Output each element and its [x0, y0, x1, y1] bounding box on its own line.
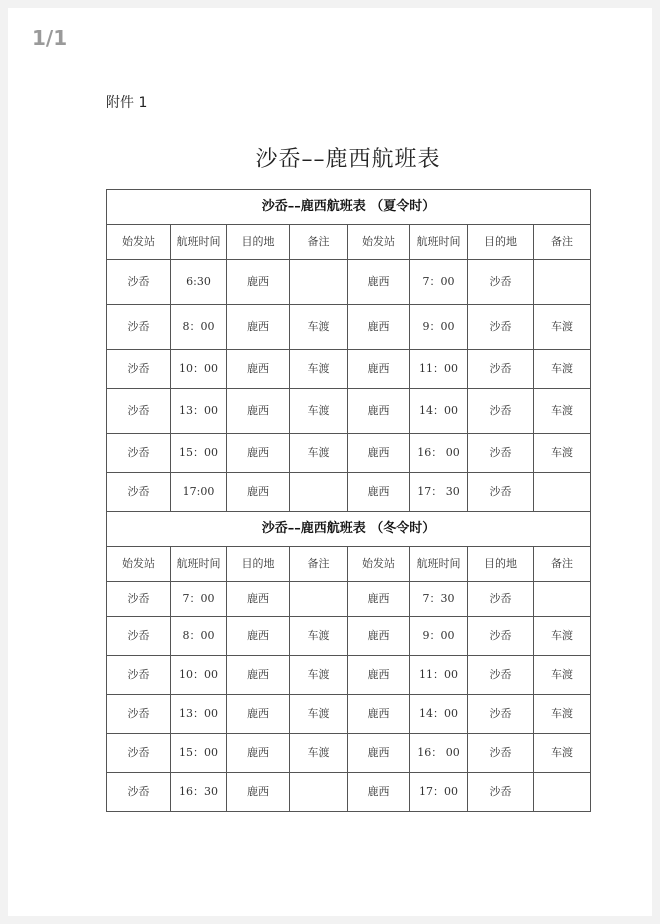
table-cell: 鹿西: [348, 695, 410, 734]
table-cell: 9：00: [410, 617, 468, 656]
table-cell: 沙岙: [107, 389, 171, 434]
table-cell: 11：00: [410, 350, 468, 389]
table-cell: 车渡: [534, 350, 591, 389]
table-cell: [290, 582, 348, 617]
table-cell: 鹿西: [348, 434, 410, 473]
table-cell: 车渡: [534, 656, 591, 695]
table-cell: 沙岙: [107, 656, 171, 695]
table-cell: 15：00: [171, 434, 227, 473]
column-header: 备注: [534, 547, 591, 582]
column-header: 目的地: [227, 547, 290, 582]
table-cell: 鹿西: [227, 389, 290, 434]
winter-table-title: 沙岙––鹿西航班表 （冬令时）: [107, 512, 591, 547]
table-cell: 7：30: [410, 582, 468, 617]
table-cell: 沙岙: [107, 260, 171, 305]
table-cell: 鹿西: [227, 305, 290, 350]
table-cell: 11：00: [410, 656, 468, 695]
table-cell: 沙岙: [468, 734, 534, 773]
table-cell: 沙岙: [107, 695, 171, 734]
table-cell: 15：00: [171, 734, 227, 773]
table-cell: 车渡: [290, 617, 348, 656]
attachment-label: 附件 1: [106, 95, 148, 111]
table-cell: [290, 473, 348, 512]
table-cell: 沙岙: [468, 656, 534, 695]
ferry-timetable: [106, 189, 591, 812]
table-cell: 沙岙: [468, 582, 534, 617]
header-row: [107, 225, 591, 260]
table-cell: 车渡: [534, 305, 591, 350]
table-cell: 鹿西: [227, 582, 290, 617]
table-cell: 沙岙: [107, 473, 171, 512]
column-header: 始发站: [348, 547, 410, 582]
table-cell: 沙岙: [107, 350, 171, 389]
column-header: 备注: [534, 225, 591, 260]
table-row: [107, 617, 591, 656]
table-row: [107, 734, 591, 773]
table-row: [107, 260, 591, 305]
table-cell: 沙岙: [107, 617, 171, 656]
table-cell: 沙岙: [468, 617, 534, 656]
table-cell: 沙岙: [107, 434, 171, 473]
table-cell: 鹿西: [348, 617, 410, 656]
table-cell: 鹿西: [348, 656, 410, 695]
table-cell: 鹿西: [348, 350, 410, 389]
column-header: 航班时间: [410, 547, 468, 582]
column-header: 航班时间: [171, 225, 227, 260]
table-cell: 17： 30: [410, 473, 468, 512]
table-cell: 6:30: [171, 260, 227, 305]
table-cell: 鹿西: [348, 389, 410, 434]
column-header: 目的地: [468, 547, 534, 582]
winter-section: [107, 512, 591, 812]
table-cell: 车渡: [290, 305, 348, 350]
column-header: 始发站: [348, 225, 410, 260]
table-cell: [290, 773, 348, 812]
table-cell: 14：00: [410, 695, 468, 734]
table-cell: 13：00: [171, 695, 227, 734]
table-row: [107, 773, 591, 812]
column-header: 始发站: [107, 547, 171, 582]
table-cell: 8：00: [171, 305, 227, 350]
table-cell: 车渡: [534, 389, 591, 434]
table-cell: 7：00: [410, 260, 468, 305]
table-cell: 17：00: [410, 773, 468, 812]
table-cell: 鹿西: [227, 773, 290, 812]
table-cell: 鹿西: [227, 350, 290, 389]
table-cell: 沙岙: [107, 773, 171, 812]
table-row: [107, 389, 591, 434]
table-cell: 鹿西: [227, 617, 290, 656]
table-row: [107, 656, 591, 695]
table-cell: 16：30: [171, 773, 227, 812]
table-cell: 车渡: [290, 656, 348, 695]
table-cell: 车渡: [290, 734, 348, 773]
table-row: [107, 305, 591, 350]
table-cell: 沙岙: [107, 582, 171, 617]
table-cell: 14：00: [410, 389, 468, 434]
table-cell: 沙岙: [468, 305, 534, 350]
table-cell: [534, 473, 591, 512]
table-cell: 沙岙: [468, 473, 534, 512]
column-header: 备注: [290, 547, 348, 582]
column-header: 航班时间: [171, 547, 227, 582]
header-row: [107, 547, 591, 582]
table-row: [107, 473, 591, 512]
column-header: 目的地: [227, 225, 290, 260]
table-cell: 13：00: [171, 389, 227, 434]
table-cell: 车渡: [534, 617, 591, 656]
table-cell: 沙岙: [468, 350, 534, 389]
document-title: 沙岙––鹿西航班表: [255, 147, 441, 172]
table-cell: 10：00: [171, 350, 227, 389]
table-cell: 沙岙: [468, 773, 534, 812]
table-cell: 沙岙: [107, 734, 171, 773]
table-row: [107, 434, 591, 473]
summer-table-title: 沙岙––鹿西航班表 （夏令时）: [107, 190, 591, 225]
page-counter: 1/1: [32, 26, 68, 50]
column-header: 航班时间: [410, 225, 468, 260]
table-cell: 17:00: [171, 473, 227, 512]
table-cell: 鹿西: [348, 305, 410, 350]
table-cell: [290, 260, 348, 305]
table-cell: 车渡: [290, 434, 348, 473]
table-row: [107, 350, 591, 389]
column-header: 始发站: [107, 225, 171, 260]
table-row: [107, 695, 591, 734]
table-cell: 鹿西: [227, 734, 290, 773]
table-cell: 鹿西: [348, 260, 410, 305]
table-cell: 鹿西: [227, 434, 290, 473]
table-cell: 车渡: [290, 350, 348, 389]
table-cell: [534, 773, 591, 812]
column-header: 目的地: [468, 225, 534, 260]
table-cell: 鹿西: [348, 773, 410, 812]
table-cell: 鹿西: [348, 582, 410, 617]
table-cell: 鹿西: [227, 656, 290, 695]
table-cell: 10：00: [171, 656, 227, 695]
table-cell: 沙岙: [468, 389, 534, 434]
table-cell: 16： 00: [410, 434, 468, 473]
summer-section: [107, 190, 591, 512]
table-cell: 沙岙: [468, 260, 534, 305]
table-cell: 7：00: [171, 582, 227, 617]
column-header: 备注: [290, 225, 348, 260]
table-cell: 车渡: [534, 695, 591, 734]
table-cell: 鹿西: [348, 734, 410, 773]
table-cell: 车渡: [534, 734, 591, 773]
table-cell: 沙岙: [468, 695, 534, 734]
table-cell: 16： 00: [410, 734, 468, 773]
table-cell: 鹿西: [227, 473, 290, 512]
table-cell: 车渡: [290, 695, 348, 734]
table-cell: 车渡: [534, 434, 591, 473]
table-cell: [534, 260, 591, 305]
table-cell: 沙岙: [107, 305, 171, 350]
table-cell: 沙岙: [468, 434, 534, 473]
table-cell: 鹿西: [348, 473, 410, 512]
table-cell: 9：00: [410, 305, 468, 350]
table-row: [107, 582, 591, 617]
table-cell: [534, 582, 591, 617]
table-cell: 车渡: [290, 389, 348, 434]
table-cell: 8：00: [171, 617, 227, 656]
table-cell: 鹿西: [227, 260, 290, 305]
table-cell: 鹿西: [227, 695, 290, 734]
